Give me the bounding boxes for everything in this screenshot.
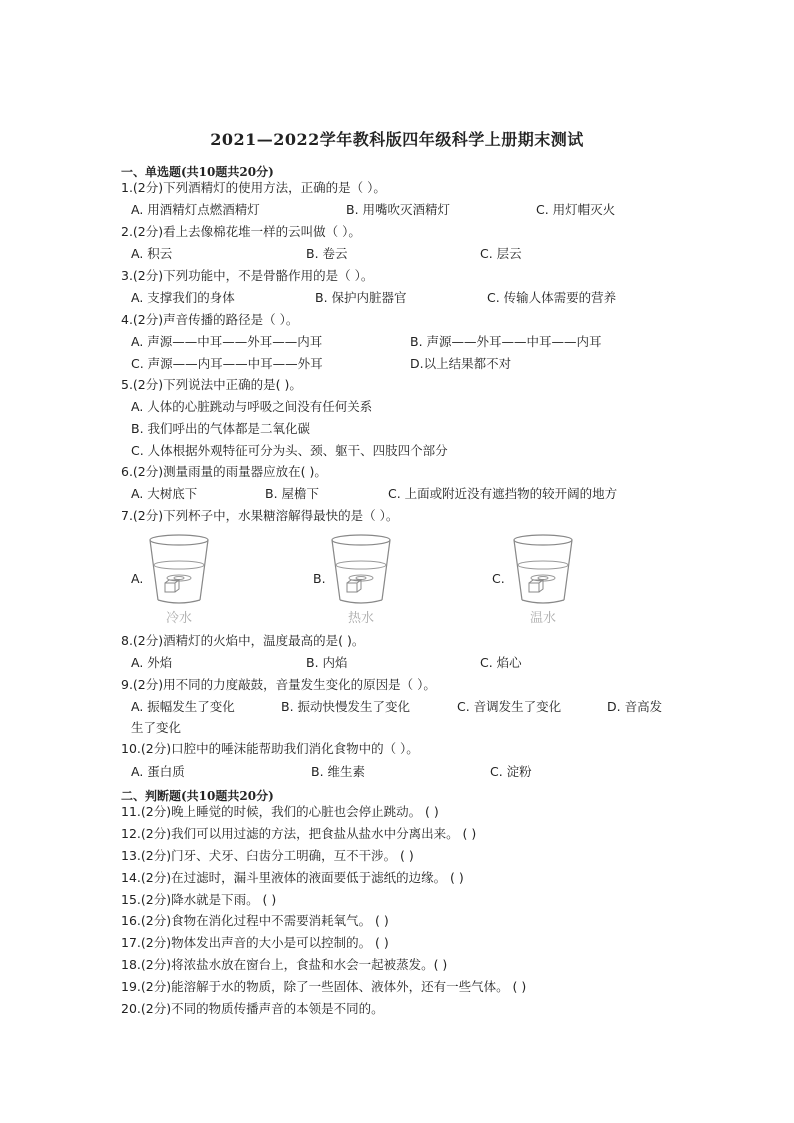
question-11: 11.(2分)晚上睡觉的时候，我们的心脏也会停止跳动。 ( ) (121, 804, 439, 819)
q9-option-a: A. 振幅发生了变化 (131, 699, 235, 714)
q2-option-a: A. 积云 (131, 246, 173, 261)
question-15: 15.(2分)降水就是下雨。 ( ) (121, 892, 277, 907)
q10-option-a: A. 蛋白质 (131, 764, 185, 779)
q9-option-b: B. 振动快慢发生了变化 (281, 699, 411, 714)
q6-option-b: B. 屋檐下 (265, 486, 320, 501)
question-8: 8.(2分)酒精灯的火焰中，温度最高的是( )。 (121, 633, 365, 648)
q10-option-b: B. 维生素 (311, 764, 366, 779)
q1-option-a: A. 用酒精灯点燃酒精灯 (131, 202, 260, 217)
q2-option-c: C. 层云 (480, 246, 522, 261)
q1-option-c: C. 用灯帽灭火 (536, 202, 616, 217)
cup-hot-water-label: 热水 (347, 611, 375, 626)
q3-option-c: C. 传输人体需要的营养 (487, 290, 617, 305)
question-6: 6.(2分)测量雨量的雨量器应放在( )。 (121, 464, 327, 479)
q5-option-a: A. 人体的心脏跳动与呼吸之间没有任何关系 (131, 399, 373, 414)
question-19: 19.(2分)能溶解于水的物质，除了一些固体、液体外，还有一些气体。 ( ) (121, 979, 527, 994)
question-4: 4.(2分)声音传播的路径是（ ）。 (121, 312, 299, 327)
cup-warm-water-label: 温水 (529, 611, 557, 626)
q7-option-a: A. (131, 571, 144, 586)
question-14: 14.(2分)在过滤时，漏斗里液体的液面要低于滤纸的边缘。 ( ) (121, 870, 464, 885)
q3-option-b: B. 保护内脏器官 (315, 290, 407, 305)
question-2: 2.(2分)看上去像棉花堆一样的云叫做（ ）。 (121, 224, 361, 239)
q9-option-d-continued: 生了变化 (131, 720, 182, 735)
section-heading-single-choice: 一、单选题(共10题共20分) (121, 165, 274, 179)
q4-option-d: D.以上结果都不对 (410, 356, 512, 371)
question-20: 20.(2分)不同的物质传播声音的本领是不同的。 (121, 1001, 384, 1016)
q4-option-b: B. 声源——外耳——中耳——内耳 (410, 334, 602, 349)
q10-option-c: C. 淀粉 (490, 764, 532, 779)
q3-option-a: A. 支撑我们的身体 (131, 290, 235, 305)
cup-cold-water-label: 冷水 (165, 611, 193, 626)
q1-option-b: B. 用嘴吹灭酒精灯 (346, 202, 451, 217)
question-12: 12.(2分)我们可以用过滤的方法，把食盐从盐水中分离出来。 ( ) (121, 826, 477, 841)
q9-option-c: C. 音调发生了变化 (457, 699, 562, 714)
cup-cold-water-image (145, 532, 213, 628)
q8-option-c: C. 焰心 (480, 655, 522, 670)
cup-hot-water-image (327, 532, 395, 628)
q4-option-c: C. 声源——内耳——中耳——外耳 (131, 356, 323, 371)
question-17: 17.(2分)物体发出声音的大小是可以控制的。 ( ) (121, 935, 389, 950)
question-9: 9.(2分)用不同的力度敲鼓，音量发生变化的原因是（ ）。 (121, 677, 436, 692)
cup-warm-water-image (509, 532, 577, 628)
q6-option-a: A. 大树底下 (131, 486, 198, 501)
page-title: 2021—2022学年教科版四年级科学上册期末测试 (210, 130, 584, 149)
question-13: 13.(2分)门牙、犬牙、臼齿分工明确，互不干涉。 ( ) (121, 848, 414, 863)
question-5: 5.(2分)下列说法中正确的是( )。 (121, 377, 302, 392)
q4-option-a: A. 声源——中耳——外耳——内耳 (131, 334, 323, 349)
question-1: 1.(2分)下列酒精灯的使用方法，正确的是（ ）。 (121, 180, 386, 195)
q8-option-b: B. 内焰 (306, 655, 348, 670)
q8-option-a: A. 外焰 (131, 655, 173, 670)
question-3: 3.(2分)下列功能中，不是骨骼作用的是（ ）。 (121, 268, 374, 283)
question-10: 10.(2分)口腔中的唾沫能帮助我们消化食物中的（ ）。 (121, 741, 419, 756)
question-18: 18.(2分)将浓盐水放在窗台上，食盐和水会一起被蒸发。( ) (121, 957, 448, 972)
question-16: 16.(2分)食物在消化过程中不需要消耗氧气。 ( ) (121, 913, 389, 928)
question-7: 7.(2分)下列杯子中，水果糖溶解得最快的是（ ）。 (121, 508, 399, 523)
q2-option-b: B. 卷云 (306, 246, 348, 261)
q5-option-b: B. 我们呼出的气体都是二氧化碳 (131, 421, 311, 436)
q7-option-b: B. (313, 571, 326, 586)
q6-option-c: C. 上面或附近没有遮挡物的较开阔的地方 (388, 486, 618, 501)
q5-option-c: C. 人体根据外观特征可分为头、颈、躯干、四肢四个部分 (131, 443, 448, 458)
q7-option-c: C. (492, 571, 505, 586)
section-heading-true-false: 二、判断题(共10题共20分) (121, 789, 274, 803)
q9-option-d: D. 音高发 (607, 699, 663, 714)
